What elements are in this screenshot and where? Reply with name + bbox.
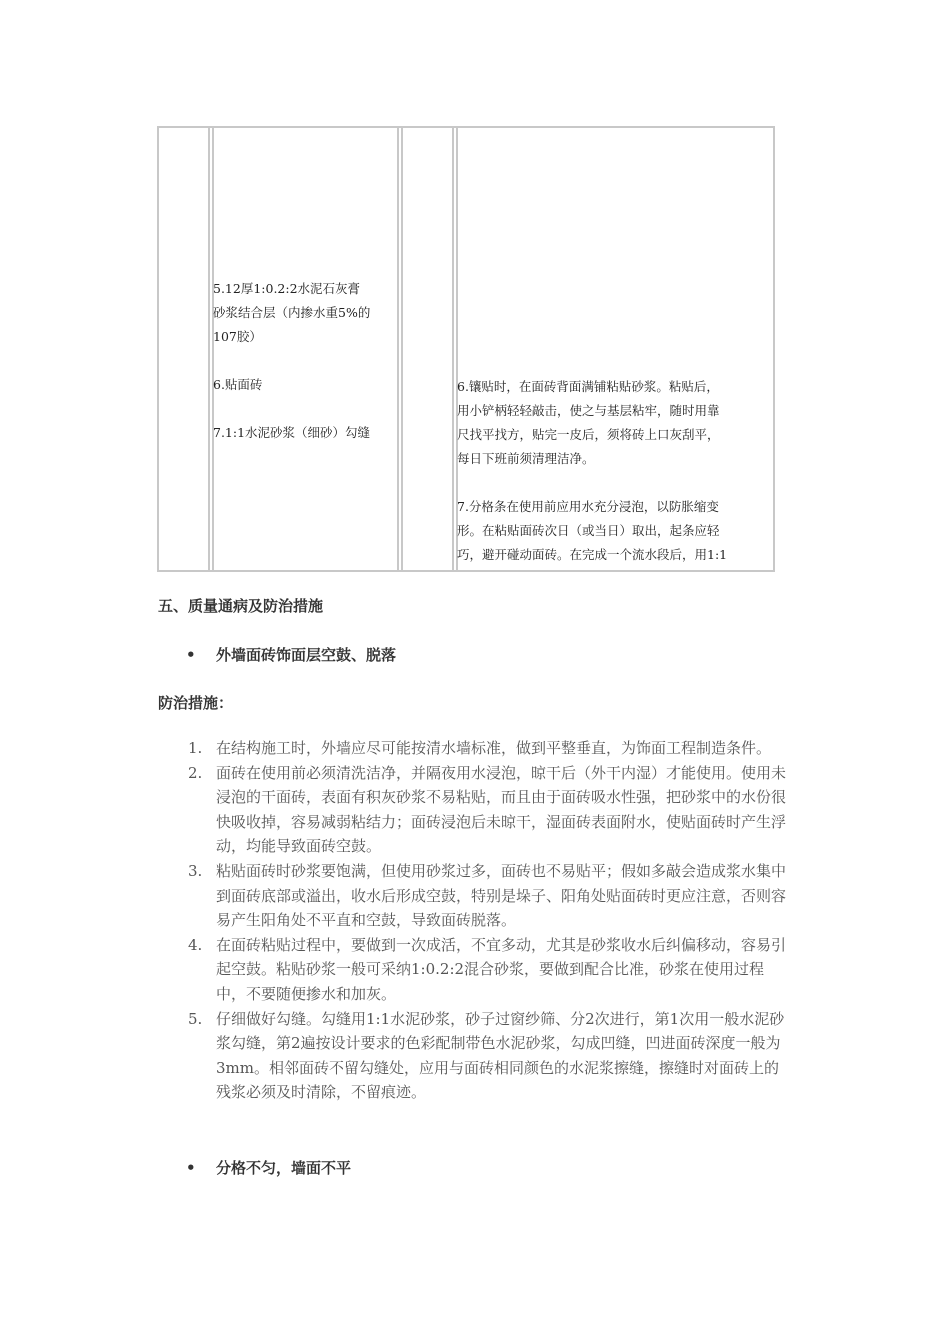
- list-item: [158, 859, 788, 933]
- material-layers-cell: [213, 277, 397, 445]
- material-line: 7.1:1水泥砂浆（细砂）勾缝: [213, 425, 371, 440]
- list-text: 在面砖粘贴过程中，要做到一次成活，不宜多动，尤其是砂浆收水后纠偏移动，容易引起空鼓。粘贴砂浆一般可采纳1:0.2:2混合砂浆，要做到配合比准，砂浆在使用过程中，不要随便掺水和加灰。: [216, 935, 787, 1003]
- list-text: 在结构施工时，外墙应尽可能按清水墙标准，做到平整垂直，为饰面工程制造条件。: [216, 739, 772, 757]
- material-line: 107胶）: [213, 329, 262, 344]
- list-text: 粘贴面砖时砂浆要饱满，但使用砂浆过多，面砖也不易贴平；假如多敲会造成浆水集中到面砖底部或溢出，收水后形成空鼓，特别是垛子、阳角处贴面砖时更应注意，否则容易产生阳角处不平直和空鼓，导致面砖脱落。: [216, 861, 787, 930]
- bullet-text: 外墙面砖饰面层空鼓、脱落: [216, 646, 397, 664]
- procedure-line: 7.分格条在使用前应用水充分浸泡，以防胀缩变: [457, 499, 719, 514]
- procedure-line: 巧，避开碰动面砖。在完成一个流水段后，用1:1: [457, 547, 728, 562]
- list-item: [158, 933, 788, 1007]
- bullet-text: 分格不匀，墙面不平: [216, 1159, 352, 1177]
- table-divider: [208, 128, 210, 570]
- table-divider: [401, 128, 403, 570]
- list-number: 2.: [188, 763, 203, 782]
- list-number: 4.: [188, 935, 203, 954]
- table-divider: [397, 128, 399, 570]
- list-item: [158, 736, 788, 761]
- procedure-line: 6.镶贴时，在面砖背面满铺粘贴砂浆。粘贴后，: [457, 379, 719, 394]
- procedure-notes-cell: [457, 375, 775, 567]
- construction-table: [157, 126, 775, 572]
- list-number: 1.: [188, 739, 203, 757]
- list-text: 面砖在使用前必须清洗洁净，并隔夜用水浸泡，晾干后（外干内湿）才能使用。使用未浸泡的干面砖，表面有积灰砂浆不易粘贴，而且由于面砖吸水性强，把砂浆中的水份很快吸收掉，容易减弱粘结力；面砖浸泡后未晾干，湿面砖表面附水，使贴面砖时产生浮动，均能导致面砖空鼓。: [216, 763, 787, 856]
- material-line: 5.12厚1:0.2:2水泥石灰膏: [213, 281, 361, 296]
- bullet-item: [186, 1157, 351, 1178]
- list-item: [158, 1007, 788, 1105]
- measures-list: [158, 736, 788, 1105]
- material-line: 6.贴面砖: [213, 377, 263, 392]
- bullet-icon: •: [186, 646, 196, 664]
- list-number: 3.: [188, 861, 203, 880]
- measures-label: 防治措施：: [158, 694, 234, 712]
- procedure-line: 每日下班前须清理洁净。: [457, 451, 595, 466]
- procedure-line: 形。在粘贴面砖次日（或当日）取出，起条应轻: [457, 523, 720, 538]
- material-line: 砂浆结合层（内掺水重5%的: [213, 305, 371, 320]
- list-text: 仔细做好勾缝。勾缝用1:1水泥砂浆，砂子过窗纱筛、分2次进行，第1次用一般水泥砂浆勾缝，第2遍按设计要求的色彩配制带色水泥砂浆，勾成凹缝，凹进面砖深度一般为3mm。相邻面砖不留勾缝处，应用与面砖相同颜色的水泥浆擦缝，擦缝时对面砖上的残浆必须及时清除，不留痕迹。: [216, 1009, 785, 1102]
- list-number: 5.: [188, 1009, 203, 1028]
- bullet-icon: •: [186, 1159, 196, 1177]
- section-title: 五、质量通病及防治措施: [158, 597, 324, 615]
- procedure-line: 尺找平找方，贴完一皮后，须将砖上口灰刮平，: [457, 427, 720, 442]
- procedure-line: 用小铲柄轻轻敲击，使之与基层粘牢，随时用靠: [457, 403, 720, 418]
- list-item: [158, 761, 788, 859]
- bullet-item: [186, 644, 396, 665]
- table-divider: [452, 128, 454, 570]
